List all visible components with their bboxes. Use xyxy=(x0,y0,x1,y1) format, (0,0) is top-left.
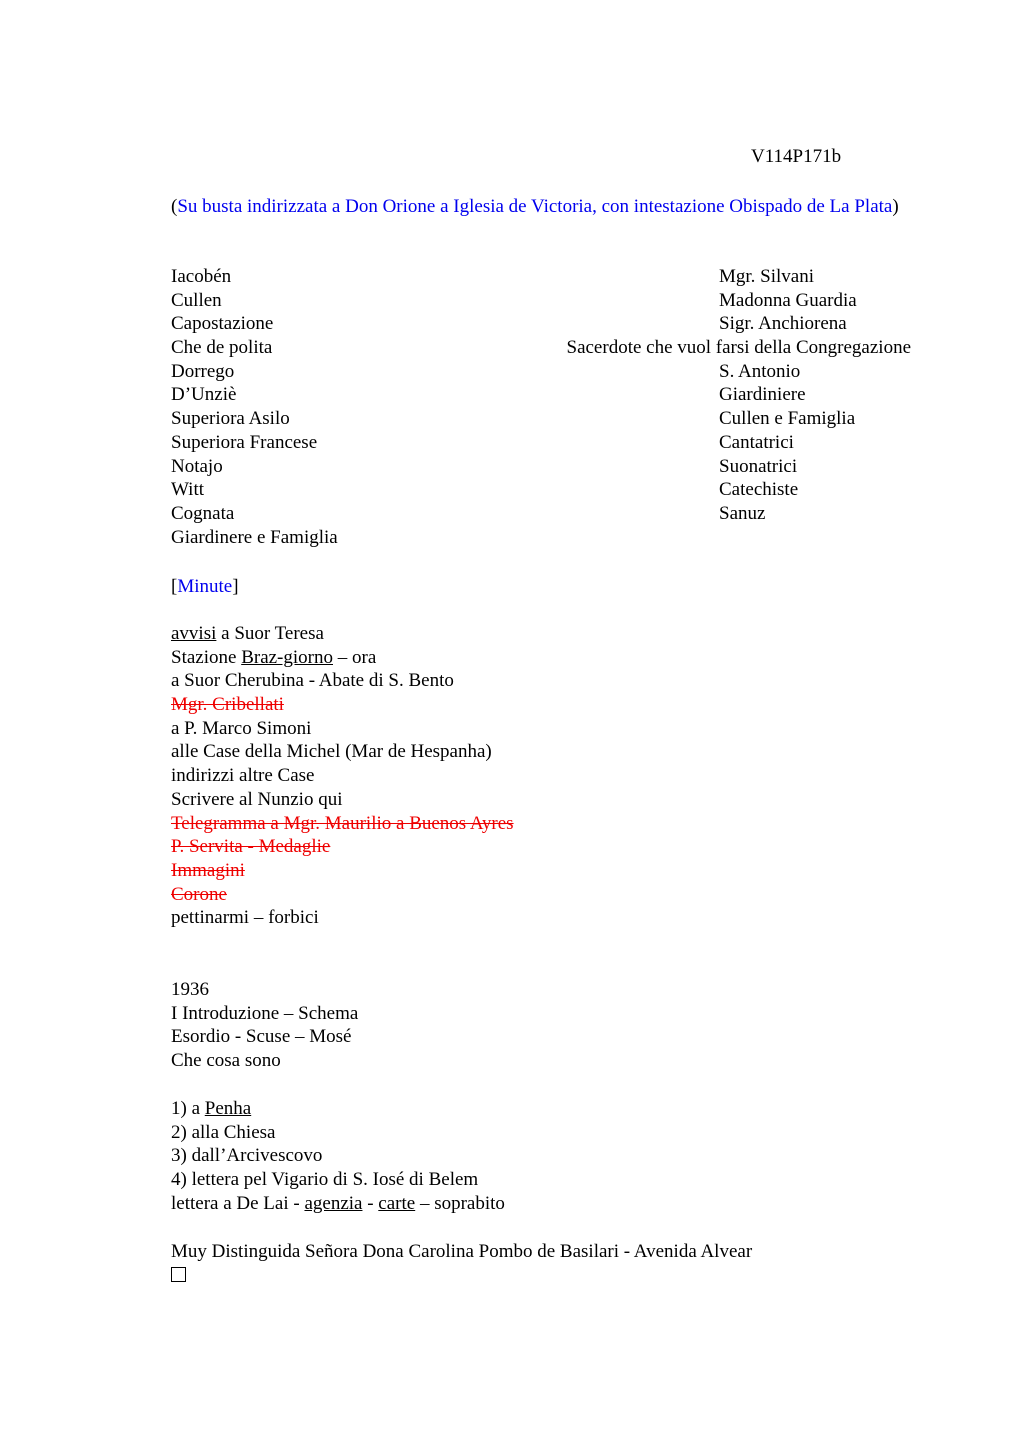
minute-line-struck: Mgr. Cribellati xyxy=(171,694,284,716)
minute-text: a Suor Teresa xyxy=(216,623,324,644)
names-row xyxy=(171,455,911,479)
minute-line-struck: Corone xyxy=(171,883,227,905)
minute-heading xyxy=(171,575,911,599)
minute-line: Scrivere al Nunzio qui xyxy=(171,788,343,810)
empty-checkbox-icon xyxy=(171,1267,186,1282)
numbered-text: lettera a De Lai - xyxy=(171,1192,305,1214)
name-right: Mgr. Silvani xyxy=(719,266,815,287)
minute-line-struck: Immagini xyxy=(171,859,245,881)
envelope-note xyxy=(171,195,916,219)
name-right: Cantatrici xyxy=(719,431,794,453)
minute-heading-open: [ xyxy=(171,576,178,597)
checkbox-line xyxy=(171,1264,911,1288)
address-section xyxy=(171,1240,911,1287)
name-right: Suonatrici xyxy=(719,455,798,477)
name-right: Cullen e Famiglia xyxy=(719,408,856,430)
name-left: D’Unziè xyxy=(171,384,237,406)
name-right: Sacerdote che vuol farsi della Congregazione xyxy=(566,337,911,359)
minute-line xyxy=(171,622,911,646)
envelope-note-close: ) xyxy=(892,196,899,217)
name-right: Catechiste xyxy=(719,479,799,501)
name-left: Cognata xyxy=(171,502,235,524)
numbered-item: 2) alla Chiesa xyxy=(171,1121,276,1143)
notes-1936 xyxy=(171,978,911,1073)
minute-heading-text: Minute xyxy=(177,576,233,597)
document-reference-code: V114P171b xyxy=(751,146,842,167)
numbered-item xyxy=(171,1097,911,1121)
name-right: Sanuz xyxy=(719,502,766,524)
name-left: Giardinere e Famiglia xyxy=(171,526,338,548)
name-right: S. Antonio xyxy=(719,360,801,382)
name-left: Witt xyxy=(171,479,205,501)
notes-line: Esordio - Scuse – Mosé xyxy=(171,1026,352,1048)
names-row xyxy=(171,526,911,550)
numbered-underlined-word: Penha xyxy=(204,1098,252,1119)
address-line: Muy Distinguida Señora Dona Carolina Pombo de Basilari - Avenida Alvear xyxy=(171,1241,753,1262)
name-left: Capostazione xyxy=(171,313,274,335)
name-left: Dorrego xyxy=(171,360,235,382)
minute-line: indirizzi altre Case xyxy=(171,765,315,787)
numbered-item: 4) lettera pel Vigario di S. Iosé di Belem xyxy=(171,1169,479,1191)
name-right: Madonna Guardia xyxy=(719,289,857,311)
minute-line: a P. Marco Simoni xyxy=(171,717,312,739)
numbered-underlined-word: carte xyxy=(378,1192,416,1214)
names-row xyxy=(171,336,911,360)
names-row xyxy=(171,478,911,502)
name-left: Superiora Asilo xyxy=(171,408,290,430)
name-left: Cullen xyxy=(171,289,222,311)
minute-list xyxy=(171,622,911,930)
name-right: Sigr. Anchiorena xyxy=(719,313,847,335)
minute-line: a Suor Cherubina - Abate di S. Bento xyxy=(171,670,454,692)
numbered-item: 3) dall’Arcivescovo xyxy=(171,1145,323,1167)
minute-text: Stazione xyxy=(171,646,242,668)
minute-underlined-word: Braz-giorno xyxy=(241,646,333,668)
minute-text: – ora xyxy=(333,646,377,668)
name-right: Giardiniere xyxy=(719,384,806,406)
names-row xyxy=(171,502,911,526)
numbered-underlined-word: agenzia xyxy=(304,1192,363,1214)
name-left: Notajo xyxy=(171,455,223,477)
minute-underlined-word: avvisi xyxy=(171,623,217,644)
envelope-note-text: Su busta indirizzata a Don Orione a Iglesia de Victoria, con intestazione Obispado de La Plata xyxy=(177,196,893,217)
minute-line: pettinarmi – forbici xyxy=(171,907,319,929)
names-row xyxy=(171,289,911,313)
names-row xyxy=(171,312,911,336)
name-left: Superiora Francese xyxy=(171,431,318,453)
minute-section xyxy=(171,575,911,599)
names-row xyxy=(171,431,911,455)
names-row xyxy=(171,383,911,407)
notes-year: 1936 xyxy=(171,979,209,1000)
envelope-note-open: ( xyxy=(171,196,178,217)
notes-line: I Introduzione – Schema xyxy=(171,1002,359,1024)
numbered-text: 1) a xyxy=(171,1098,205,1119)
names-row xyxy=(171,360,911,384)
minute-line-struck: P. Servita - Medaglie xyxy=(171,836,331,858)
minute-heading-close: ] xyxy=(232,576,239,597)
minute-line: alle Case della Michel (Mar de Hespanha) xyxy=(171,741,492,763)
numbered-list xyxy=(171,1097,911,1215)
names-columns xyxy=(171,265,911,549)
numbered-item xyxy=(171,1192,911,1216)
numbered-text: - xyxy=(362,1192,379,1214)
minute-line-struck: Telegramma a Mgr. Maurilio a Buenos Ayres xyxy=(171,812,514,834)
notes-line: Che cosa sono xyxy=(171,1050,281,1072)
name-left: Che de polita xyxy=(171,337,273,359)
names-row xyxy=(171,265,911,289)
names-row xyxy=(171,407,911,431)
name-left: Iacobén xyxy=(171,266,232,287)
minute-line xyxy=(171,646,911,670)
numbered-text: – soprabito xyxy=(415,1192,505,1214)
